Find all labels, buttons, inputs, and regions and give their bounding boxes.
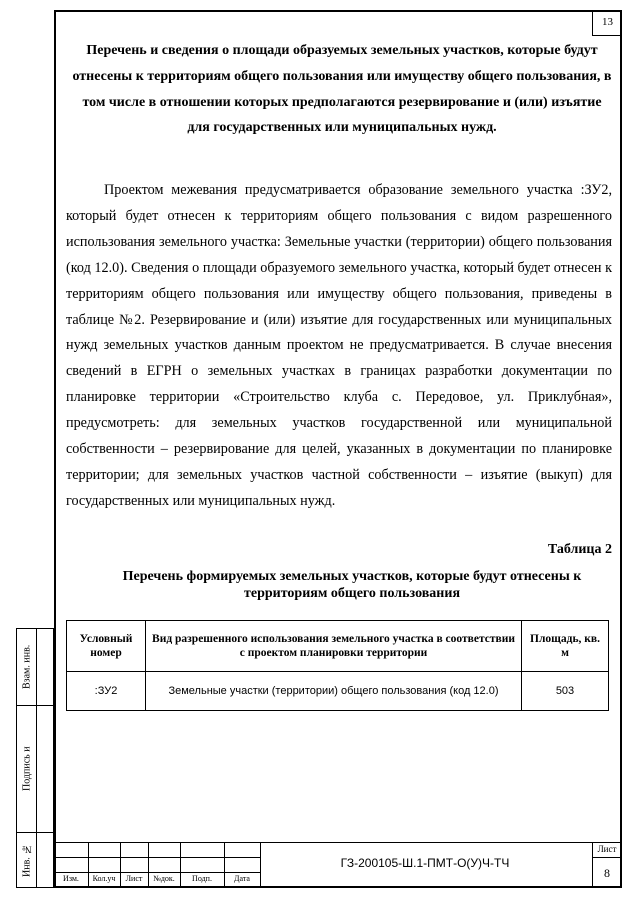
title-block [54,842,622,888]
table-header-row [67,621,609,672]
page-number: 13 [592,10,622,36]
side-label-vzam: Взам. инв. [21,644,33,690]
cell-number: :ЗУ2 [67,672,146,711]
side-stamp [16,628,54,888]
stamp-col-data: Дата [234,874,250,883]
document-code: ГЗ-200105-Ш.1-ПМТ-О(У)Ч-ТЧ [340,856,510,870]
side-label-podpis: Подпись и [21,746,33,792]
cell-use: Земельные участки (территории) общего пользования (код 12.0) [146,672,522,711]
table-label: Таблица 2 [547,542,612,557]
side-label-inv: Инв. № [21,843,33,877]
stamp-col-ndok: №док. [153,874,175,883]
stamp-col-izm: Изм. [63,874,79,883]
stamp-col-koluch: Кол.уч [92,874,116,883]
stamp-top-line [54,842,622,843]
table-row [67,672,609,711]
sheet-number: 8 [604,866,610,880]
header-area: Площадь, кв. м [522,621,609,672]
stamp-col-podp: Подп. [192,874,212,883]
body-paragraph: Проектом межевания предусматривается образование земельного участка :ЗУ2, который будет отнесен к территориям общего пользования с видом разрешенного использования земельного участка: Земельные участки (территории) общего пользования (код 12.0). Сведения о площади образуемого земельного участка, который будет отнесен к территориям общего пользования или имуществу общего пользования, приведены в таблице №2. Резервирование и (или) изъятие для государственных или муниципальных нужд земельных участков данным проектом не предусматривается. В случае внесения сведений в ЕГРН о земельных участках в границах разработки документации по планировке территории «Строительство клуба с. Передовое, ул. Приклубная», предусмотреть: для земельных участков государственной или муниципальной собственности – резервирование для целей, указанных в документации по планировке территории; для земельных участков частной собственности – изъятие (выкуп) для государственных или муниципальных нужд. [66,182,612,509]
stamp-row-line [592,857,622,858]
stamp-col-list: Лист [125,874,143,883]
cell-area: 503 [522,672,609,711]
header-use: Вид разрешенного использования земельного участка в соответствии с проектом планировки территории [146,621,522,672]
stamp-row-line [54,872,260,873]
sheet-label: Лист [597,844,617,854]
body-text [66,178,612,515]
table-title: Перечень формируемых земельных участков, которые будут отнесены к территориям общего пользования [122,569,582,601]
header-number: Условный номер [67,621,146,672]
land-plots-table [66,620,609,711]
stamp-row-line [54,857,260,858]
section-title: Перечень и сведения о площади образуемых земельных участков, которые будут отнесены к территориям общего пользования или имуществу общего пользования, в том числе в отношении которых предполагаются резервирование и (или) изъятие для государственных или муниципальных нужд. [72,43,612,136]
